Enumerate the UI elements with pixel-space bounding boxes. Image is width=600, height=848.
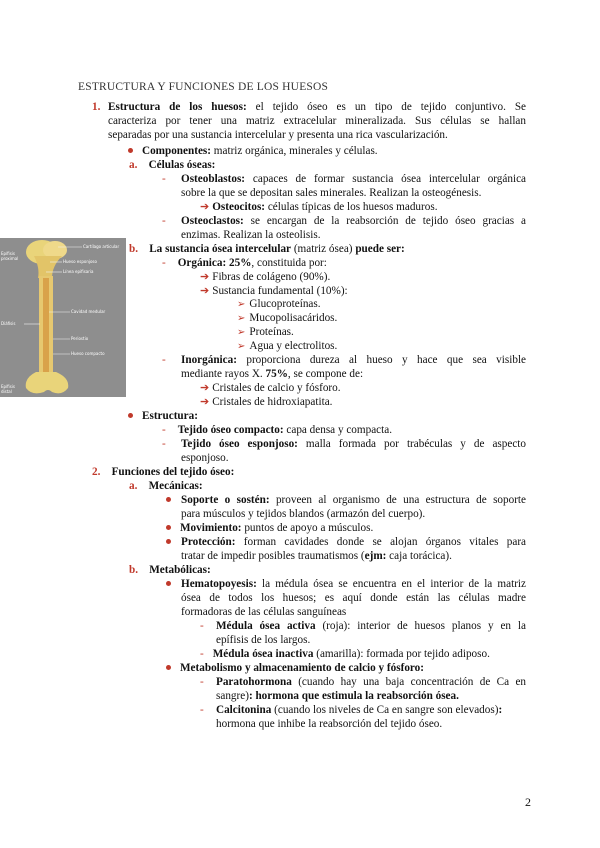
- arrow-right-icon: ➔: [200, 396, 210, 408]
- paratohormona-dash: -: [200, 676, 204, 688]
- proteccion-line-1: Protección: forman cavidades donde se alojan órganos vitales para: [181, 536, 527, 548]
- arrow-right-icon: ➔: [200, 271, 210, 283]
- label-diafisis: Diáfisis: [1, 321, 16, 326]
- tejido-esponjoso-dash: -: [162, 438, 166, 450]
- arrow-right-icon: ➔: [200, 382, 210, 394]
- section-1-line-3: separadas por una sustancia intercelular y presenta una rica vascularización.: [108, 129, 448, 141]
- soporte-line-1: Soporte o sostén: proveen al organismo de una estructura de soporte: [181, 494, 527, 506]
- cristales-calcio-item: ➔ Cristales de calcio y fósforo.: [200, 382, 341, 394]
- inorganica-dash: -: [162, 354, 166, 366]
- label-hueso-compacto: Hueso compacto: [71, 351, 105, 356]
- label-epifisis-proximal: Epífisis: [1, 251, 15, 256]
- inorganica-line-2: mediante rayos X. 75%, se compone de:: [181, 368, 364, 380]
- page-title: ESTRUCTURA Y FUNCIONES DE LOS HUESOS: [78, 81, 329, 93]
- osteoblastos-item: -: [162, 173, 166, 185]
- movimiento-item: Movimiento: puntos de apoyo a músculos.: [166, 521, 373, 535]
- soporte-line-2: para músculos y tejidos blandos (armazón del cuerpo).: [181, 508, 426, 520]
- hematopoyesis-line-1: Hematopoyesis: la médula ósea se encuentra en el interior de la matriz: [181, 578, 526, 590]
- medula-roja-line-2: epífisis de los largos.: [216, 634, 311, 646]
- bullet-icon: [166, 497, 171, 502]
- osteoclastos-line-1: Osteoclastos: se encargan de la reabsorción de tejido óseo gracias a: [181, 215, 526, 227]
- triangle-bullet-icon: ➢: [237, 341, 246, 352]
- triangle-bullet-icon: ➢: [237, 327, 246, 338]
- tejido-esponjoso-line-2: esponjoso.: [181, 452, 229, 464]
- calcitonina-line-2: hormona que inhibe la reabsorción del tejido óseo.: [216, 718, 443, 730]
- tejido-esponjoso-line-1: Tejido óseo esponjoso: malla formada por trabéculas y de aspecto: [181, 438, 526, 450]
- celulas-oseas-heading: a. Células óseas:: [129, 159, 216, 171]
- inorganica-line-1: Inorgánica: proporciona dureza al hueso y hace que sea visible: [181, 354, 527, 366]
- osteocitos-item: ➔ Osteocitos: células típicas de los huesos maduros.: [200, 201, 438, 213]
- page-number: 2: [525, 795, 531, 809]
- label-linea-epifisaria: Línea epifisaria: [63, 269, 94, 274]
- soporte-bullet: [166, 493, 180, 507]
- medula-roja-dash: -: [200, 620, 204, 632]
- femur-illustration: [0, 238, 126, 397]
- agua-item: ➢ Agua y electrolitos.: [237, 340, 338, 352]
- bullet-icon: [128, 148, 133, 153]
- calcitonina-dash: -: [200, 704, 204, 716]
- mecanicas-heading: a. Mecánicas:: [129, 480, 203, 492]
- svg-text:distal: distal: [1, 389, 12, 394]
- sustancia-fundamental-item: ➔ Sustancia fundamental (10%):: [200, 285, 348, 297]
- paratohormona-line-1: Paratohormona (cuando hay una baja concentración de Ca en: [216, 676, 527, 688]
- label-cartilago: Cartílago articular: [83, 244, 120, 249]
- svg-text:proximal: proximal: [1, 256, 19, 261]
- sustancia-heading: b. La sustancia ósea intercelular (matriz ósea) puede ser:: [129, 243, 405, 255]
- paratohormona-line-2: sangre): hormona que estimula la reabsorción ósea.: [216, 690, 459, 702]
- bullet-icon: [166, 539, 171, 544]
- componentes-item: Componentes: matriz orgánica, minerales y células.: [128, 144, 378, 158]
- cristales-hidroxiapatita-item: ➔ Cristales de hidroxiapatita.: [200, 396, 333, 408]
- proteccion-bullet: [166, 535, 180, 549]
- bullet-icon: [128, 413, 133, 418]
- medula-amarilla-item: - Médula ósea inactiva (amarilla): formada por tejido adiposo.: [200, 648, 490, 660]
- hematopoyesis-bullet: [166, 577, 180, 591]
- osteoblastos-line-2: sobre la que se depositan sales minerales. Realizan la osteogénesis.: [181, 187, 482, 199]
- bone-diagram: [0, 238, 126, 397]
- arrow-right-icon: ➔: [200, 285, 210, 297]
- hematopoyesis-line-2: ósea de todos los huesos; es aquí donde están las células madre: [181, 592, 526, 604]
- hematopoyesis-line-3: formadoras de las células sanguíneas: [181, 606, 347, 618]
- tejido-compacto-item: - Tejido óseo compacto: capa densa y compacta.: [162, 424, 392, 436]
- osteoblastos-line-1: Osteoblastos: capaces de formar sustancia ósea intercelular orgánica: [181, 173, 527, 185]
- metabolismo-item: Metabolismo y almacenamiento de calcio y fósforo:: [166, 661, 424, 675]
- label-periostio: Periostio: [71, 336, 89, 341]
- label-hueso-esponjoso: Hueso esponjoso: [63, 259, 97, 264]
- section-1-heading: [92, 100, 100, 114]
- estructura-item: Estructura:: [128, 409, 198, 423]
- proteccion-line-2: tratar de impedir posibles traumatismos (ejm: caja torácica).: [181, 550, 452, 562]
- osteoclastos-dash: -: [162, 215, 166, 227]
- glucoproteinas-item: ➢ Glucoproteínas.: [237, 298, 321, 310]
- bullet-icon: [166, 665, 171, 670]
- arrow-right-icon: ➔: [200, 201, 210, 213]
- section-1-line-2: caracteriza por tener una matriz extracelular mineralizada. Sus células se hallan: [108, 115, 526, 127]
- organica-item: - Orgánica: 25%, constituida por:: [162, 257, 327, 269]
- bullet-icon: [166, 581, 171, 586]
- triangle-bullet-icon: ➢: [237, 313, 246, 324]
- osteoclastos-line-2: enzimas. Realizan la osteolisis.: [181, 229, 321, 241]
- label-cavidad-medular: Cavidad medular: [71, 309, 106, 314]
- section-number: 1.: [92, 101, 101, 113]
- section-1-line-1: Estructura de los huesos: el tejido óseo es un tipo de tejido conjuntivo. Se: [108, 101, 527, 113]
- section-2-heading: 2. Funciones del tejido óseo:: [92, 466, 235, 478]
- medula-roja-line-1: Médula ósea activa (roja): interior de huesos planos y en la: [216, 620, 526, 632]
- proteinas-item: ➢ Proteínas.: [237, 326, 294, 338]
- fibras-item: ➔ Fibras de colágeno (90%).: [200, 271, 331, 283]
- calcitonina-line-1: Calcitonina (cuando los niveles de Ca en sangre son elevados):: [216, 704, 503, 716]
- bullet-icon: [166, 525, 171, 530]
- metabolicas-heading: b. Metabólicas:: [129, 564, 211, 576]
- mucopolisacaridos-item: ➢ Mucopolisacáridos.: [237, 312, 338, 324]
- label-epifisis-distal: Epífisis: [1, 384, 15, 389]
- triangle-bullet-icon: ➢: [237, 299, 246, 310]
